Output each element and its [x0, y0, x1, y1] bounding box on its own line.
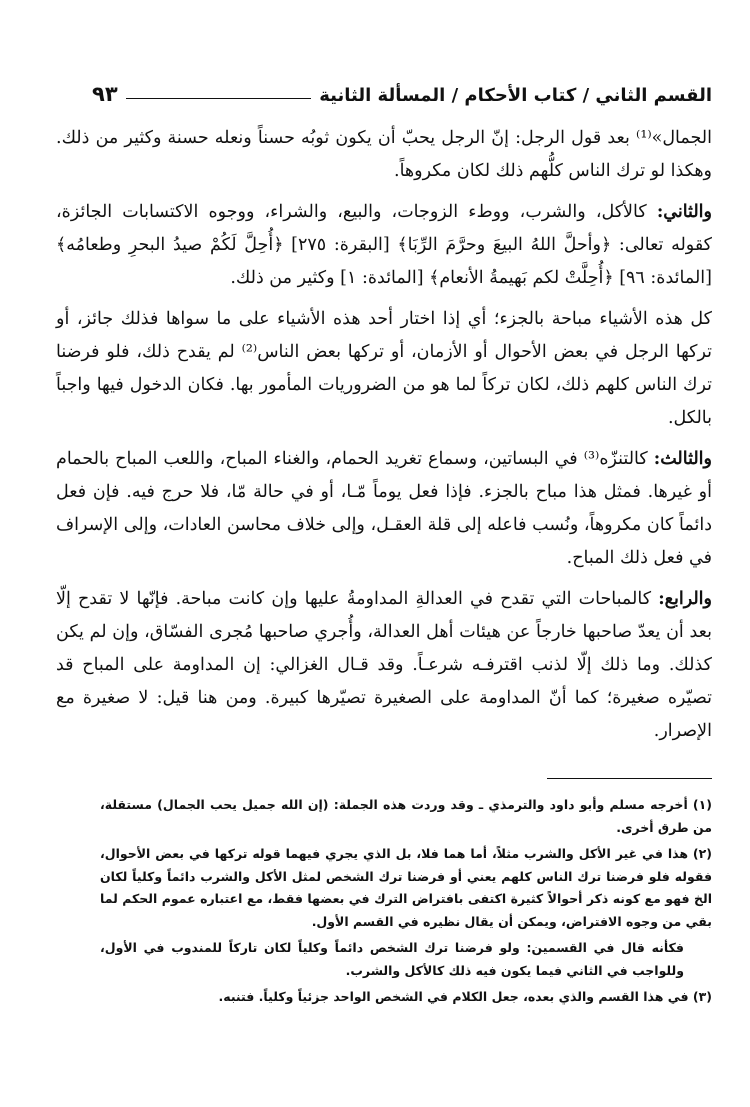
footnote-2: (٢) هذا في غير الأكل والشرب مثلاً، أما هما فلا، بل الذي يجري فيهما قوله تركها في بعض الأحوال، فقوله فلو فرضنا ترك الناس كلهم يعني أو فرضنا ترك الشخص لمثل الأكل والشرب دائماً وكلياً لكان الخ فهو مع كونه ذكر أحوالاً كثيرة اكتفى بافتراض الترك في بعضها فقط، مع اعتباره عموم الحكم لما بقي من وجوه الافتراض، ويمكن أن يقال نظيره في القسم الأول.	[100, 846, 712, 929]
footnotes	[100, 794, 712, 1013]
footnote-3: (٣) في هذا القسم والذي بعده، جعل الكلام في الشخص الواحد جزئياً وكلياً. فتنبه.	[218, 989, 712, 1004]
paragraph-text: كالأكل، والشرب، ووطء الزوجات، والبيع، والشراء، ووجوه الاكتسابات الجائزة، كقوله تعالى: ﴿وأحلَّ اللهُ البيعَ وحرَّمَ الرِّبَا﴾ [البقرة: ٢٧٥] ﴿أُحِلَّ لَكُمْ صيدُ البحرِ وطعامُه﴾ [المائدة: ٩٦] ﴿أُحِلَّتْ لكم بَهيمةُ الأنعام﴾ [المائدة: ١] وكثير من ذلك.	[56, 202, 713, 288]
footnote-2-continuation: فكأنه قال في القسمين: ولو فرضنا ترك الشخص دائماً وكلياً لكان تاركاً للمندوب في الأول، وللواجب في الثاني فيما يكون فيه ذلك كالأكل والشرب.	[100, 940, 684, 978]
paragraph-lead: والثاني:	[656, 202, 712, 222]
page-header	[92, 74, 712, 106]
paragraph-continuation: الجمال»⁽¹⁾ بعد قول الرجل: إنّ الرجل يحبّ أن يكون ثوبُه حسناً ونعله حسنة وكثير من ذلك. وهكذا لو ترك الناس كلُّهم ذلك لكان مكروهاً.	[56, 128, 712, 181]
paragraph-text: كالتنزّه⁽³⁾ في البساتين، وسماع تغريد الحمام، والغناء المباح، واللعب المباح بالحمام أو غيرها. فمثل هذا مباح بالجزء. فإذا فعل يوماً مّـا، أو في حالة مّا، فلا حرج فيه. فإن فعل دائماً كان مكروهاً، ونُسب فاعله إلى قلة العقـل، وإلى خلاف محاسن العادات، وإلى الإسراف في فعل ذلك المباح.	[56, 449, 712, 568]
paragraph-all-things: كل هذه الأشياء مباحة بالجزء؛ أي إذا اختار أحد هذه الأشياء على ما سواها فذلك جائز، أو تركها الرجل في بعض الأحوال أو الأزمان، أو تركها بعض الناس⁽²⁾ لم يقدح ذلك، فلو فرضنا ترك الناس كلهم ذلك، لكان تركاً لما هو من الضروريات المأمور بها. فكان الدخول فيها واجباً بالكل.	[56, 309, 712, 428]
paragraph-lead: والثالث:	[653, 449, 712, 469]
paragraph-text: كالمباحات التي تقدح في العدالةِ المداومةُ عليها وإن كانت مباحة. فإنّها لا تقدح إلّا بعد أن يعدّ صاحبها خارجاً عن هيئات أهل العدالة، وأُجري صاحبها مُجرى الفسّاق، وإن لم يكن كذلك. وما ذلك إلّا لذنب اقترفـه شرعـاً. وقد قـال الغزالي: إن المداومة على المباح قد تصيّره صغيرة؛ كما أنّ المداومة على الصغيرة تصيّرها كبيرة. ومن هنا قيل: لا صغيرة مع الإصرار.	[56, 589, 712, 741]
paragraph-third	[56, 443, 712, 575]
paragraph-second	[56, 196, 712, 295]
page-number: ٩٣	[92, 82, 118, 106]
footnote-separator	[547, 778, 712, 779]
running-title: القسم الثاني / كتاب الأحكام / المسألة الثانية	[319, 85, 712, 106]
paragraph-lead: والرابع:	[658, 589, 712, 609]
footnote-1: (١) أخرجه مسلم وأبو داود والترمذي ـ وقد وردت هذه الجملة: (إن الله جميل يحب الجمال) مستقلة، من طرق أخرى.	[100, 797, 712, 835]
main-text	[56, 122, 712, 756]
header-rule	[126, 98, 312, 99]
paragraph-fourth	[56, 583, 712, 748]
